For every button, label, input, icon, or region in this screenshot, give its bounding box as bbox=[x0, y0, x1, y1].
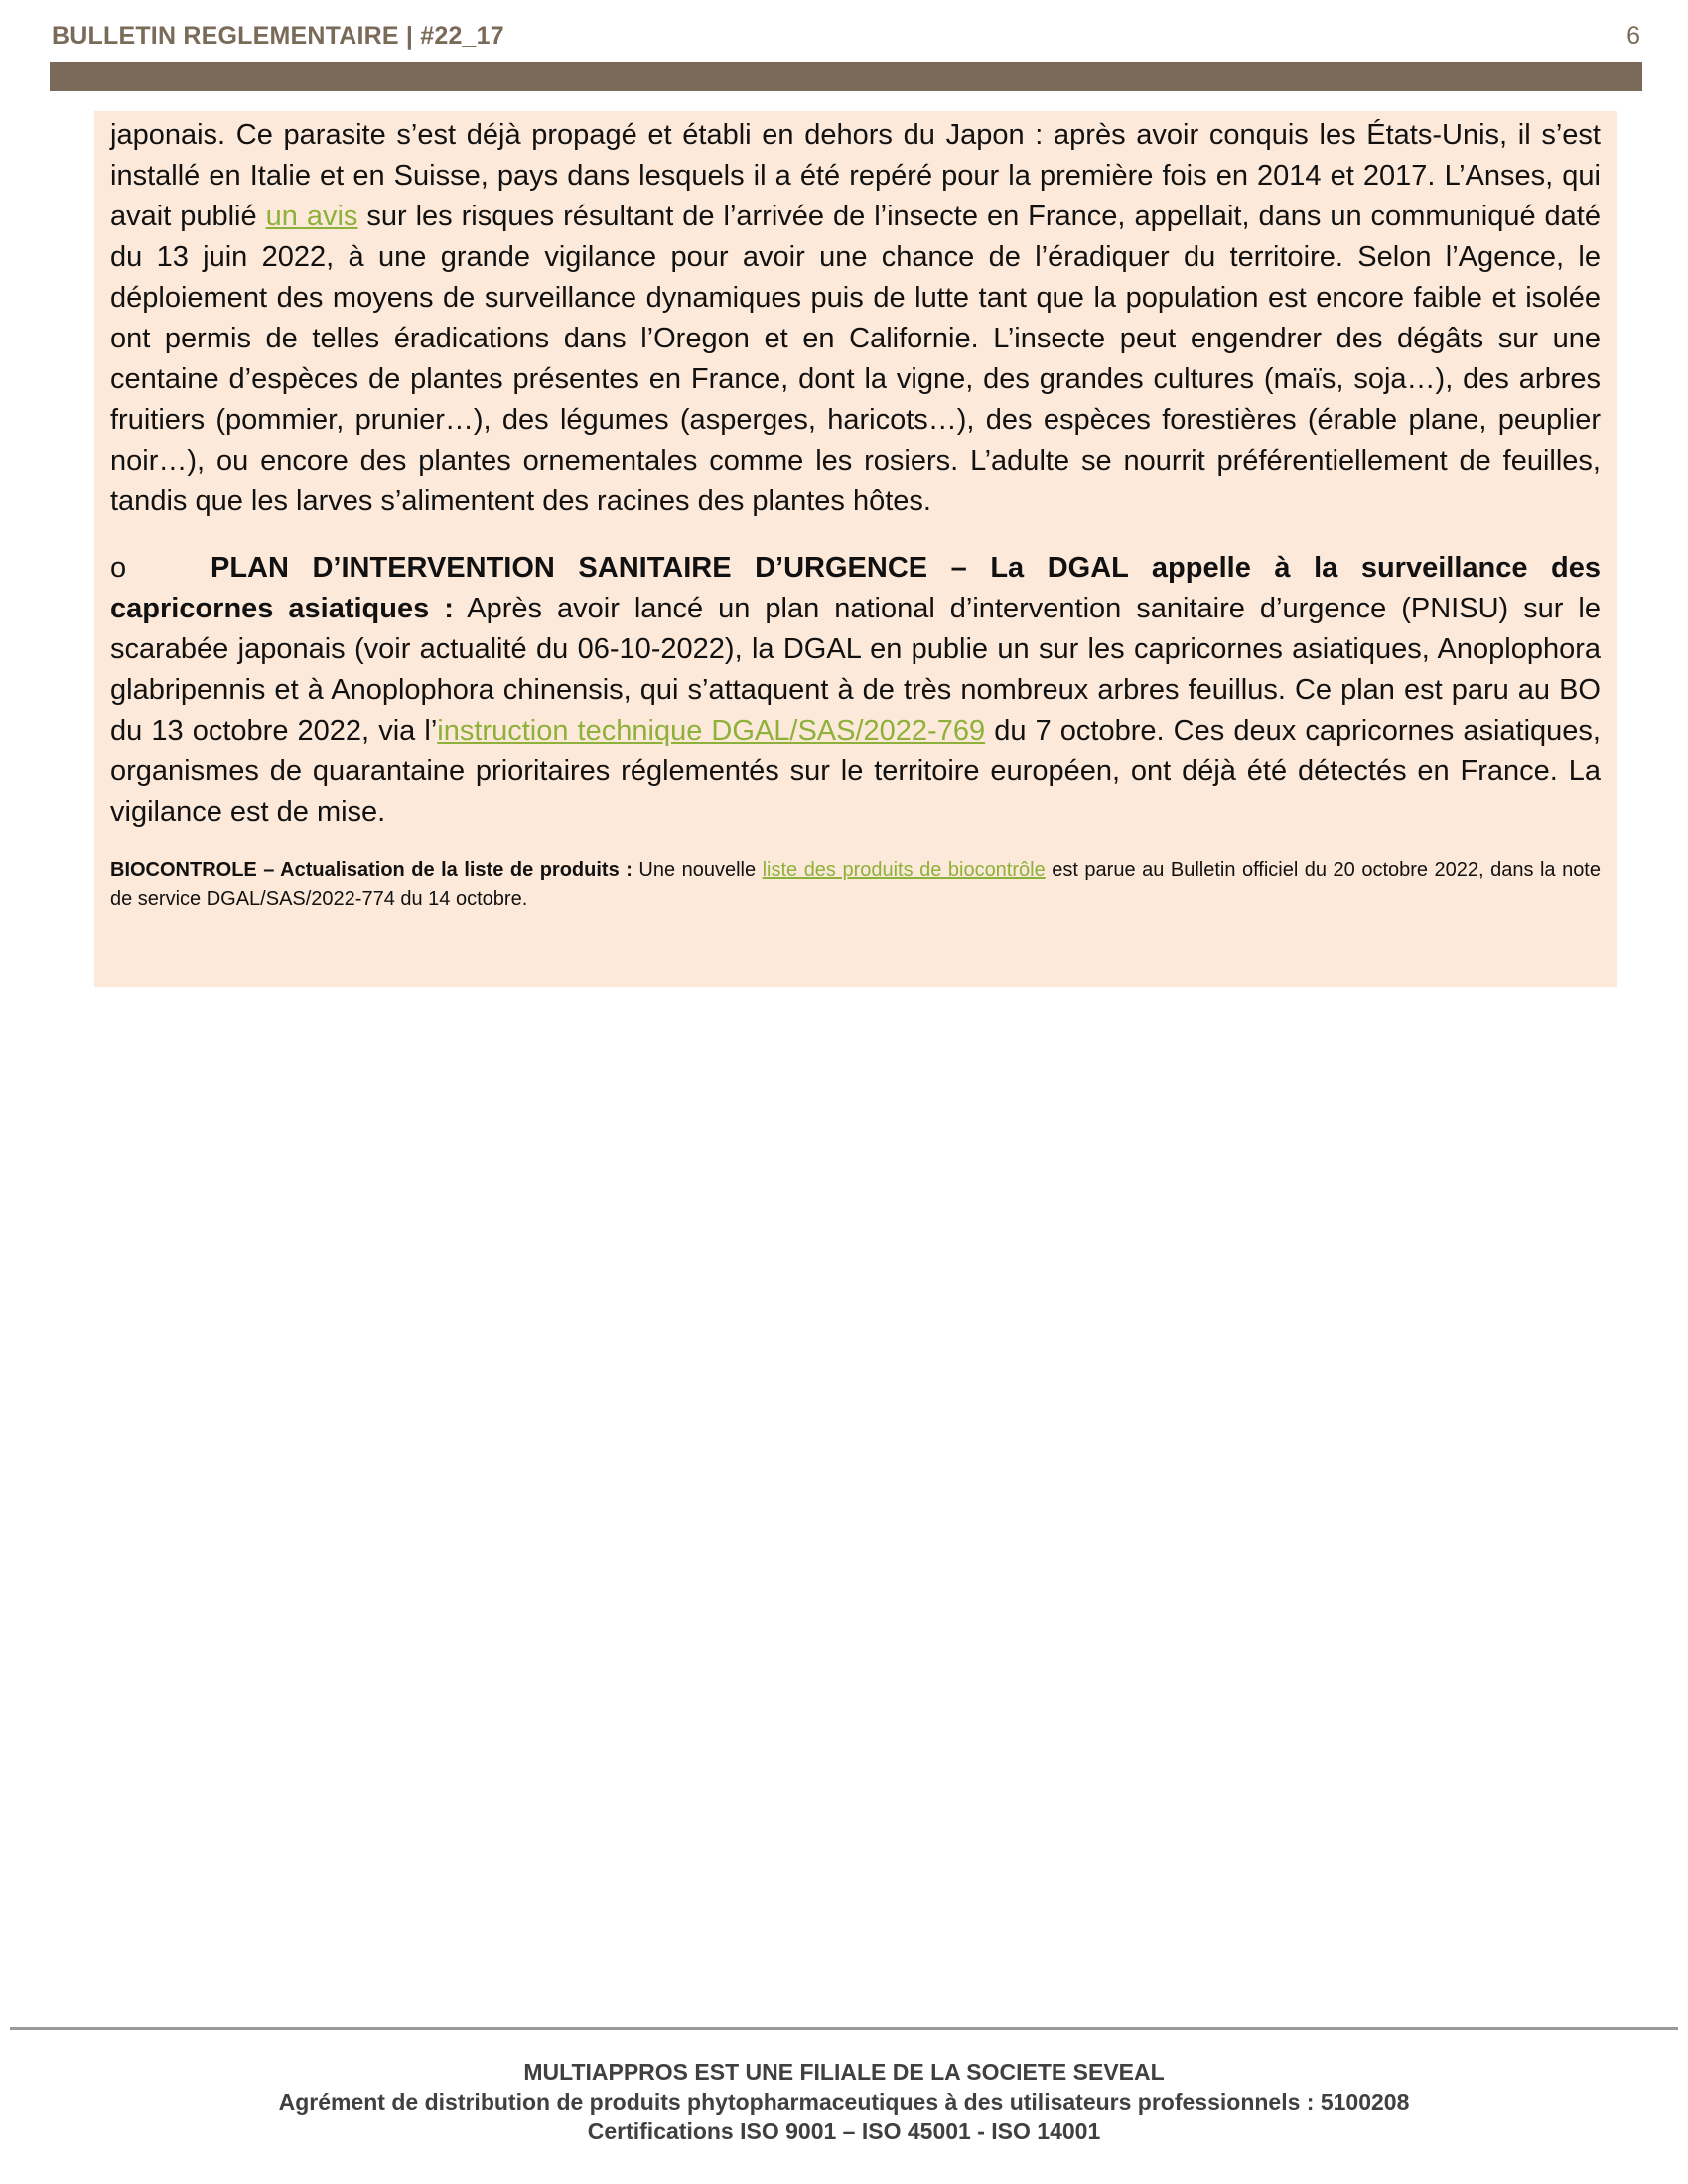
un-avis-link[interactable]: un avis bbox=[265, 201, 358, 232]
paragraph-text: japonais. Ce parasite s’est déjà propagé et établi en dehors du Japon : après avoir conquis les États-Unis, il s’est installé en Italie et en Suisse, pays dans lesquels il a été repéré pour la première fois en 2014 et 2017. L’Anses, qui avait publié bbox=[110, 119, 1601, 232]
paragraph-text: Après avoir lancé un plan national d’intervention sanitaire d’urgence (PNISU) sur le scarabée japonais (voir actualité du 06-10-2022), la DGAL en publie un sur les capricornes asiatiques, Anoplophora glabripennis et à Anoplophora chinensis, qui s’attaquent à de très nombreux arbres feuillus. Ce plan est paru au BO du 13 octobre 2022, via l’ bbox=[110, 593, 1602, 747]
paragraph-text: du 7 octobre. Ces deux capricornes asiatiques, organismes de quarantaine prioritaires réglementés sur le territoire européen, ont déjà été détectés en France. La vigilance est de mise. bbox=[110, 715, 1601, 828]
paragraph-text: sur les risques résultant de l’arrivée de l’insecte en France, appellait, dans un communiqué daté du 13 juin 2022, à une grande vigilance pour avoir une chance de l’éradiquer du territoire. Selon l’Agence, le déploiement des moyens de surveillance dynamiques puis de lutte tant que la population est encore faible et isolée ont permis de telles éradications dans l’Oregon et en Californie. L’insecte peut engendrer des dégâts sur une centaine d’espèces de plantes présentes en France, dont la vigne, des grandes cultures (maïs, soja…), des arbres fruitiers (pommier, prunier…), des légumes (asperges, haricots…), des espèces forestières (érable plane, peuplier noir…), ou encore des plantes ornementales comme les rosiers. L’adulte se nourrit préférentiellement de feuilles, tandis que les larves s’alimentent des racines des plantes hôtes. bbox=[110, 201, 1601, 517]
section-heading: PLAN D’INTERVENTION SANITAIRE D’URGENCE – La DGAL appelle à la surveillance des capricornes asiatiques : bbox=[110, 552, 1601, 624]
footer-company-line: MULTIAPPROS EST UNE FILIALE DE LA SOCIETE SEVEAL bbox=[523, 2059, 1165, 2085]
header-divider-bar bbox=[50, 62, 1642, 91]
paragraph-capricornes-asiatiques bbox=[110, 548, 1601, 833]
paragraph-scarabee-japonais bbox=[110, 115, 1601, 522]
page-header bbox=[52, 22, 1640, 58]
paragraph-text: est parue au Bulletin officiel du 20 octobre 2022, dans la note de service DGAL/SAS/2022-774 du 14 octobre. bbox=[110, 859, 1601, 910]
paragraph-biocontrole bbox=[110, 855, 1601, 914]
bullet-marker: o bbox=[110, 552, 127, 584]
footer-divider bbox=[10, 2027, 1678, 2030]
page-footer bbox=[0, 2057, 1688, 2146]
news-content-box bbox=[94, 111, 1617, 987]
paragraph-text: Une nouvelle bbox=[632, 859, 763, 881]
liste-biocontrole-link[interactable]: liste des produits de biocontrôle bbox=[762, 859, 1046, 881]
section-heading: BIOCONTROLE – Actualisation de la liste de produits : bbox=[110, 859, 633, 881]
instruction-technique-link[interactable]: instruction technique DGAL/SAS/2022-769 bbox=[437, 715, 986, 747]
footer-agrement-line: Agrément de distribution de produits phytopharmaceutiques à des utilisateurs professionnels : 5100208 bbox=[278, 2089, 1410, 2115]
footer-certifications-line: Certifications ISO 9001 – ISO 45001 - ISO 14001 bbox=[587, 2118, 1101, 2144]
bulletin-title: BULLETIN REGLEMENTAIRE | #22_17 bbox=[52, 22, 504, 50]
page-number: 6 bbox=[1626, 22, 1640, 50]
